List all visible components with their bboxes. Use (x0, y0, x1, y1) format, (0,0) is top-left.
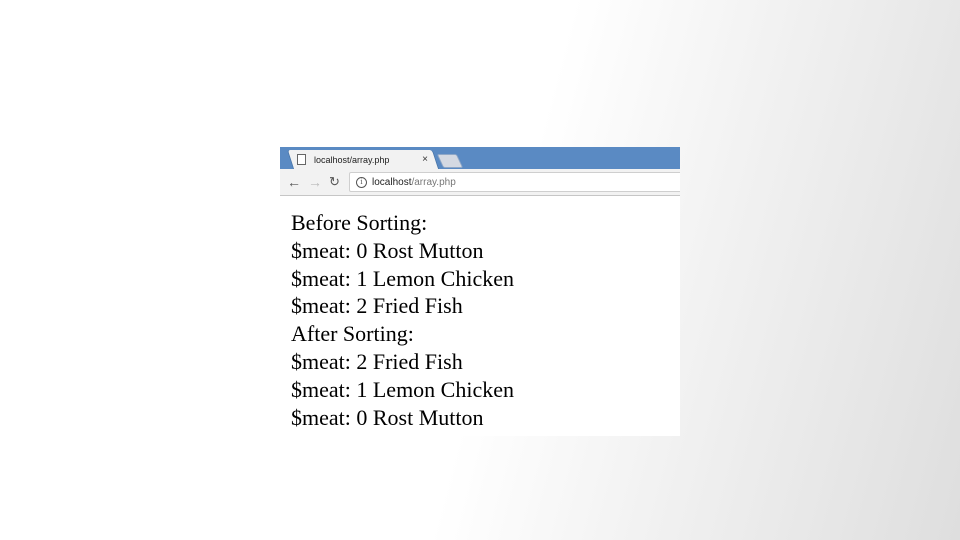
output-line: $meat: 0 Rost Mutton (291, 404, 484, 430)
output-line: $meat: 0 Rost Mutton (291, 237, 484, 263)
info-icon[interactable]: i (356, 177, 367, 188)
output-line: $meat: 2 Fried Fish (291, 348, 463, 374)
tab-title: localhost/array.php (314, 154, 390, 165)
new-tab-button[interactable] (437, 154, 464, 168)
output-line-before-heading: Before Sorting: (291, 210, 428, 235)
address-bar[interactable] (349, 172, 680, 192)
output-line: $meat: 2 Fried Fish (291, 293, 463, 319)
tab-strip (280, 147, 680, 169)
page-icon (297, 154, 306, 165)
toolbar (280, 169, 680, 196)
browser-window (280, 147, 680, 436)
reload-icon[interactable]: ↻ (329, 174, 340, 189)
close-icon[interactable]: × (422, 154, 428, 165)
output-line: $meat: 1 Lemon Chicken (291, 265, 514, 291)
url-path: /array.php (411, 176, 456, 188)
page-content (291, 209, 514, 431)
output-line: $meat: 1 Lemon Chicken (291, 376, 514, 402)
output-line-after-heading: After Sorting: (291, 321, 414, 347)
url-host: localhost (372, 176, 412, 188)
tab-array-php[interactable] (294, 150, 432, 169)
back-icon[interactable]: ← (287, 174, 301, 190)
forward-icon[interactable]: → (308, 174, 322, 190)
